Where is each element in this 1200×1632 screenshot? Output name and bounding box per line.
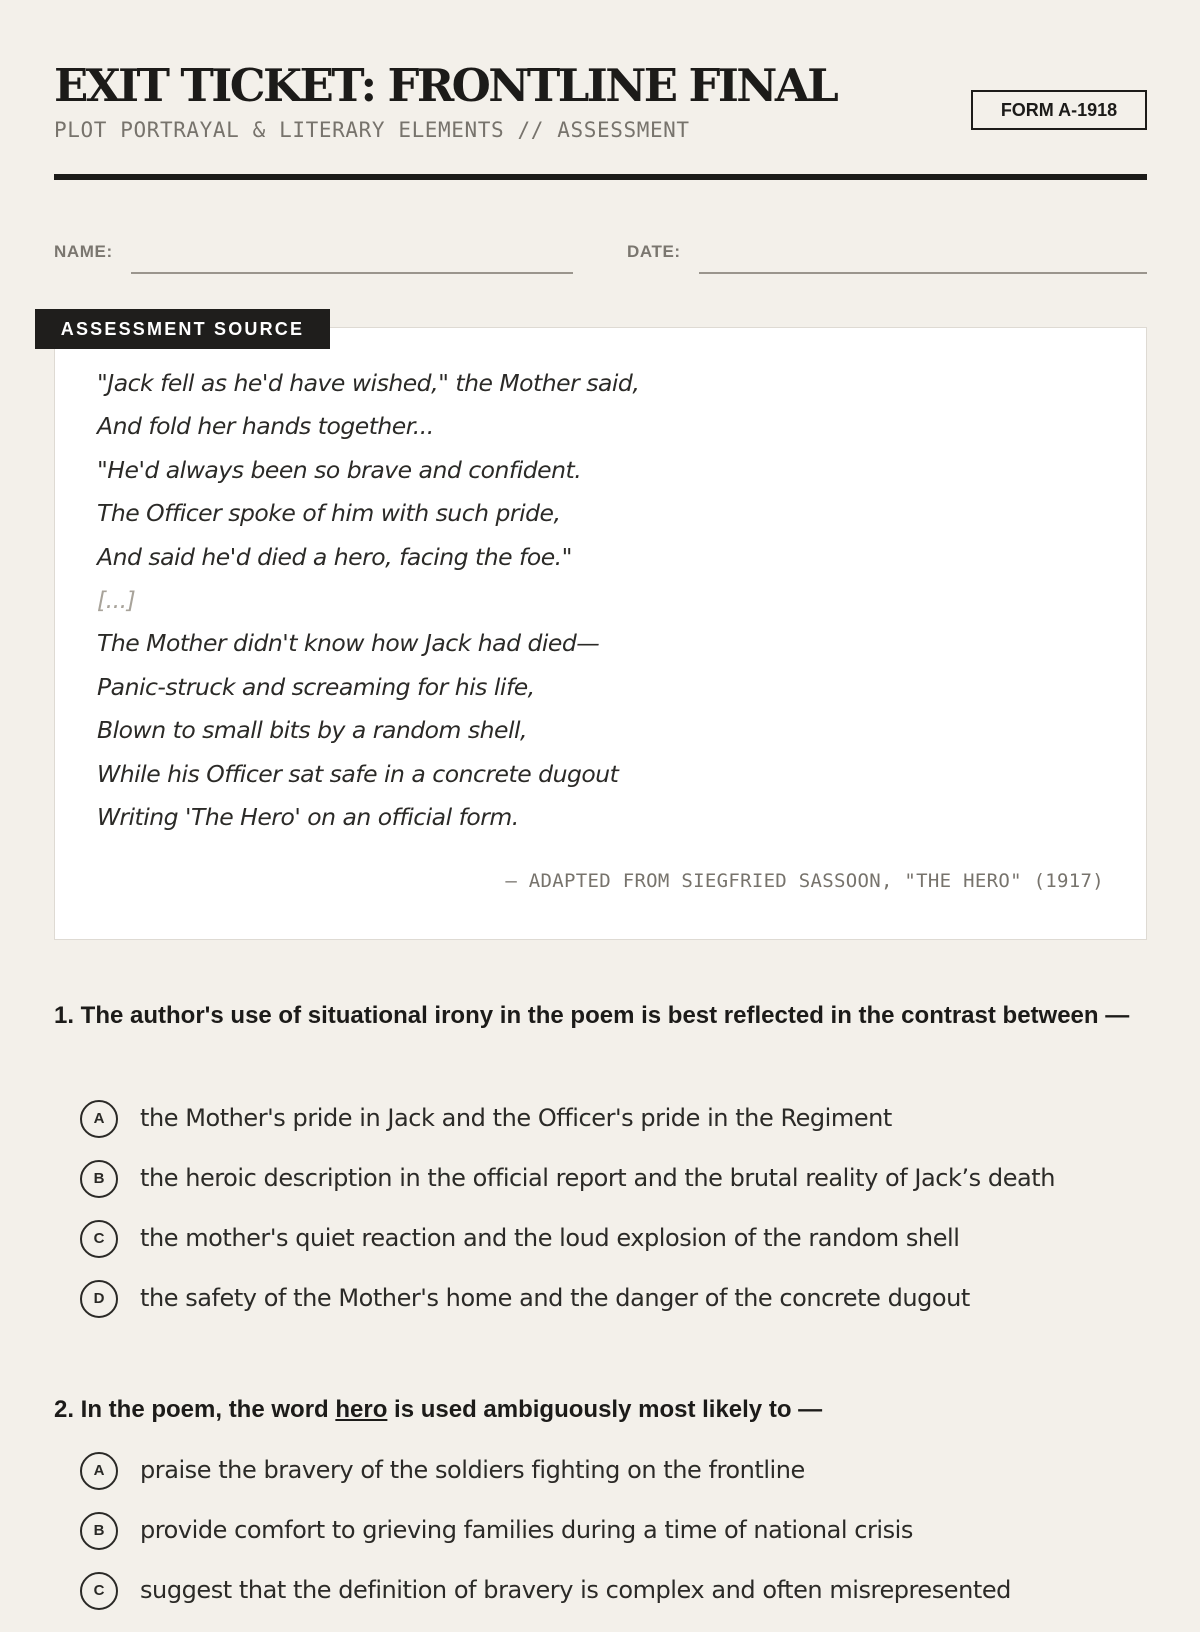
poem-line: Panic-struck and screaming for his life, xyxy=(97,672,535,701)
answer-bubble-c[interactable]: C xyxy=(80,1572,118,1610)
question-stem-end: is used ambiguously most likely to — xyxy=(387,1396,823,1423)
name-field[interactable] xyxy=(131,272,573,274)
poem-line: "He'd always been so brave and confident. xyxy=(97,455,582,484)
answer-bubble-d[interactable]: D xyxy=(80,1280,118,1318)
poem-line: While his Officer sat safe in a concrete dugout xyxy=(97,759,619,788)
question-2 xyxy=(54,1390,1147,1604)
question-keyword: hero xyxy=(335,1396,388,1423)
poem-line: The Officer spoke of him with such pride, xyxy=(97,499,561,528)
answer-bubble-a[interactable]: A xyxy=(80,1100,118,1138)
answer-text: provide comfort to grieving families during a time of national crisis xyxy=(140,1516,913,1544)
answer-bubble-c[interactable]: C xyxy=(80,1220,118,1258)
answer-text: the Mother's pride in Jack and the Officer's pride in the Regiment xyxy=(140,1104,892,1132)
answer-bubble-b[interactable]: B xyxy=(80,1160,118,1198)
poem-ellipsis: [...] xyxy=(97,585,136,614)
assessment-source-box xyxy=(54,327,1147,940)
poem xyxy=(97,362,639,839)
page-title: EXIT TICKET: FRONTLINE FINAL xyxy=(54,59,837,112)
page-header xyxy=(54,58,1147,182)
poem-line: And fold her hands together... xyxy=(97,412,434,441)
answer-text: the safety of the Mother's home and the danger of the concrete dugout xyxy=(140,1284,970,1312)
answer-text: praise the bravery of the soldiers fighting on the frontline xyxy=(140,1456,805,1484)
poem-attribution: — ADAPTED FROM SIEGFRIED SASSOON, "THE HERO" (1917) xyxy=(505,870,1104,892)
poem-line: And said he'd died a hero, facing the foe." xyxy=(97,542,572,571)
student-fields xyxy=(54,236,1147,276)
form-badge: FORM A-1918 xyxy=(971,90,1147,130)
poem-line: "Jack fell as he'd have wished," the Mother said, xyxy=(97,369,640,397)
assessment-source-tab: ASSESSMENT SOURCE xyxy=(35,309,330,349)
answer-bubble-a[interactable]: A xyxy=(80,1452,118,1490)
question-1 xyxy=(54,996,1147,1312)
page-subtitle: PLOT PORTRAYAL & LITERARY ELEMENTS // ASSESSMENT xyxy=(54,118,690,142)
poem-line: The Mother didn't know how Jack had died— xyxy=(97,629,600,658)
question-stem xyxy=(54,1390,1147,1430)
poem-line: Blown to small bits by a random shell, xyxy=(97,716,528,745)
name-label: NAME: xyxy=(54,242,113,261)
date-field[interactable] xyxy=(699,272,1147,274)
answer-text: the heroic description in the official report and the brutal reality of Jack’s death xyxy=(140,1164,1055,1192)
answer-bubble-b[interactable]: B xyxy=(80,1512,118,1550)
question-stem-start: 2. In the poem, the word xyxy=(54,1396,336,1423)
answer-text: the mother's quiet reaction and the loud explosion of the random shell xyxy=(140,1224,960,1252)
answer-text: suggest that the definition of bravery is complex and often misrepresented xyxy=(140,1576,1011,1604)
poem-line: Writing 'The Hero' on an official form. xyxy=(97,802,519,831)
question-stem: 1. The author's use of situational irony in the poem is best reflected in the contrast between — xyxy=(54,1002,1130,1029)
date-label: DATE: xyxy=(627,242,681,261)
header-divider xyxy=(54,174,1147,180)
